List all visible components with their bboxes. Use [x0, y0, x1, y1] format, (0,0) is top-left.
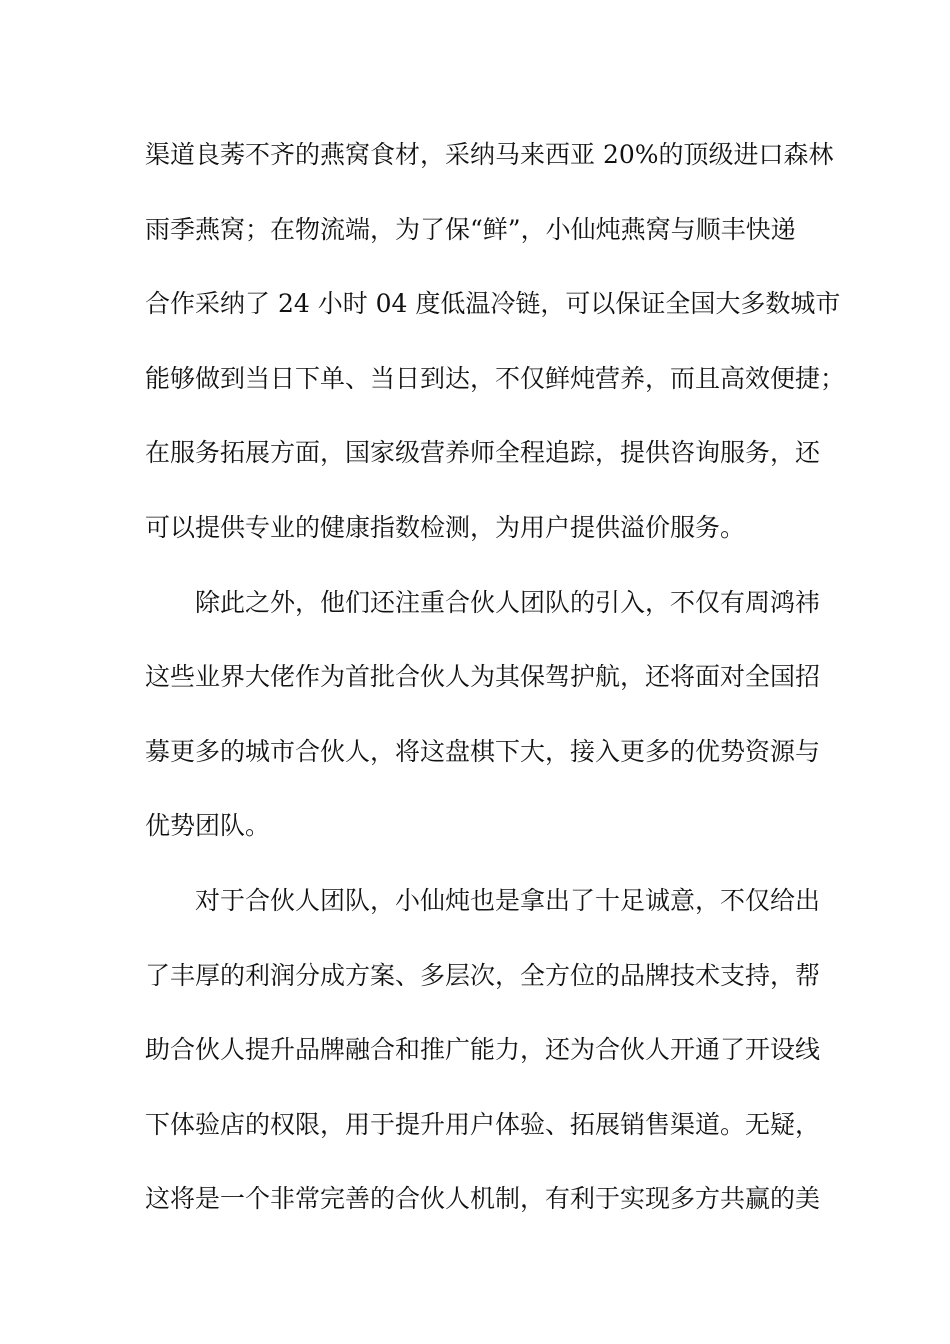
- text-line: 优势团队。: [145, 811, 271, 841]
- text-line: 助合伙人提升品牌融合和推广能力，还为合伙人开通了开设线: [145, 1035, 821, 1065]
- text-line: 在服务拓展方面，国家级营养师全程追踪，提供咨询服务，还: [145, 438, 821, 468]
- text-line: 可以提供专业的健康指数检测，为用户提供溢价服务。: [145, 512, 746, 542]
- text-line: 募更多的城市合伙人，将这盘棋下大，接入更多的优势资源与: [145, 736, 821, 766]
- text-line: 了丰厚的利润分成方案、多层次，全方位的品牌技术支持，帮: [145, 960, 821, 990]
- paragraph-start-line: 除此之外，他们还注重合伙人团队的引入，不仅有周鸿祎: [195, 587, 821, 617]
- text-line: 这将是一个非常完善的合伙人机制，有利于实现多方共赢的美: [145, 1184, 821, 1214]
- body-text: [145, 130, 846, 1249]
- paragraph-start-line: 对于合伙人团队，小仙炖也是拿出了十足诚意，不仅给出: [195, 885, 821, 915]
- text-line: 雨季燕窝；在物流端，为了保“鲜”，小仙炖燕窝与顺丰快递: [145, 214, 796, 244]
- text-line: 这些业界大佬作为首批合伙人为其保驾护航，还将面对全国招: [145, 662, 821, 692]
- text-line: 合作采纳了 24 小时 04 度低温冷链，可以保证全国大多数城市: [145, 289, 841, 319]
- text-line: 能够做到当日下单、当日到达，不仅鲜炖营养，而且高效便捷；: [145, 363, 846, 393]
- text-line: 下体验店的权限，用于提升用户体验、拓展销售渠道。无疑，: [145, 1109, 821, 1139]
- text-line: 渠道良莠不齐的燕窝食材，采纳马来西亚 20%的顶级进口森林: [145, 140, 834, 169]
